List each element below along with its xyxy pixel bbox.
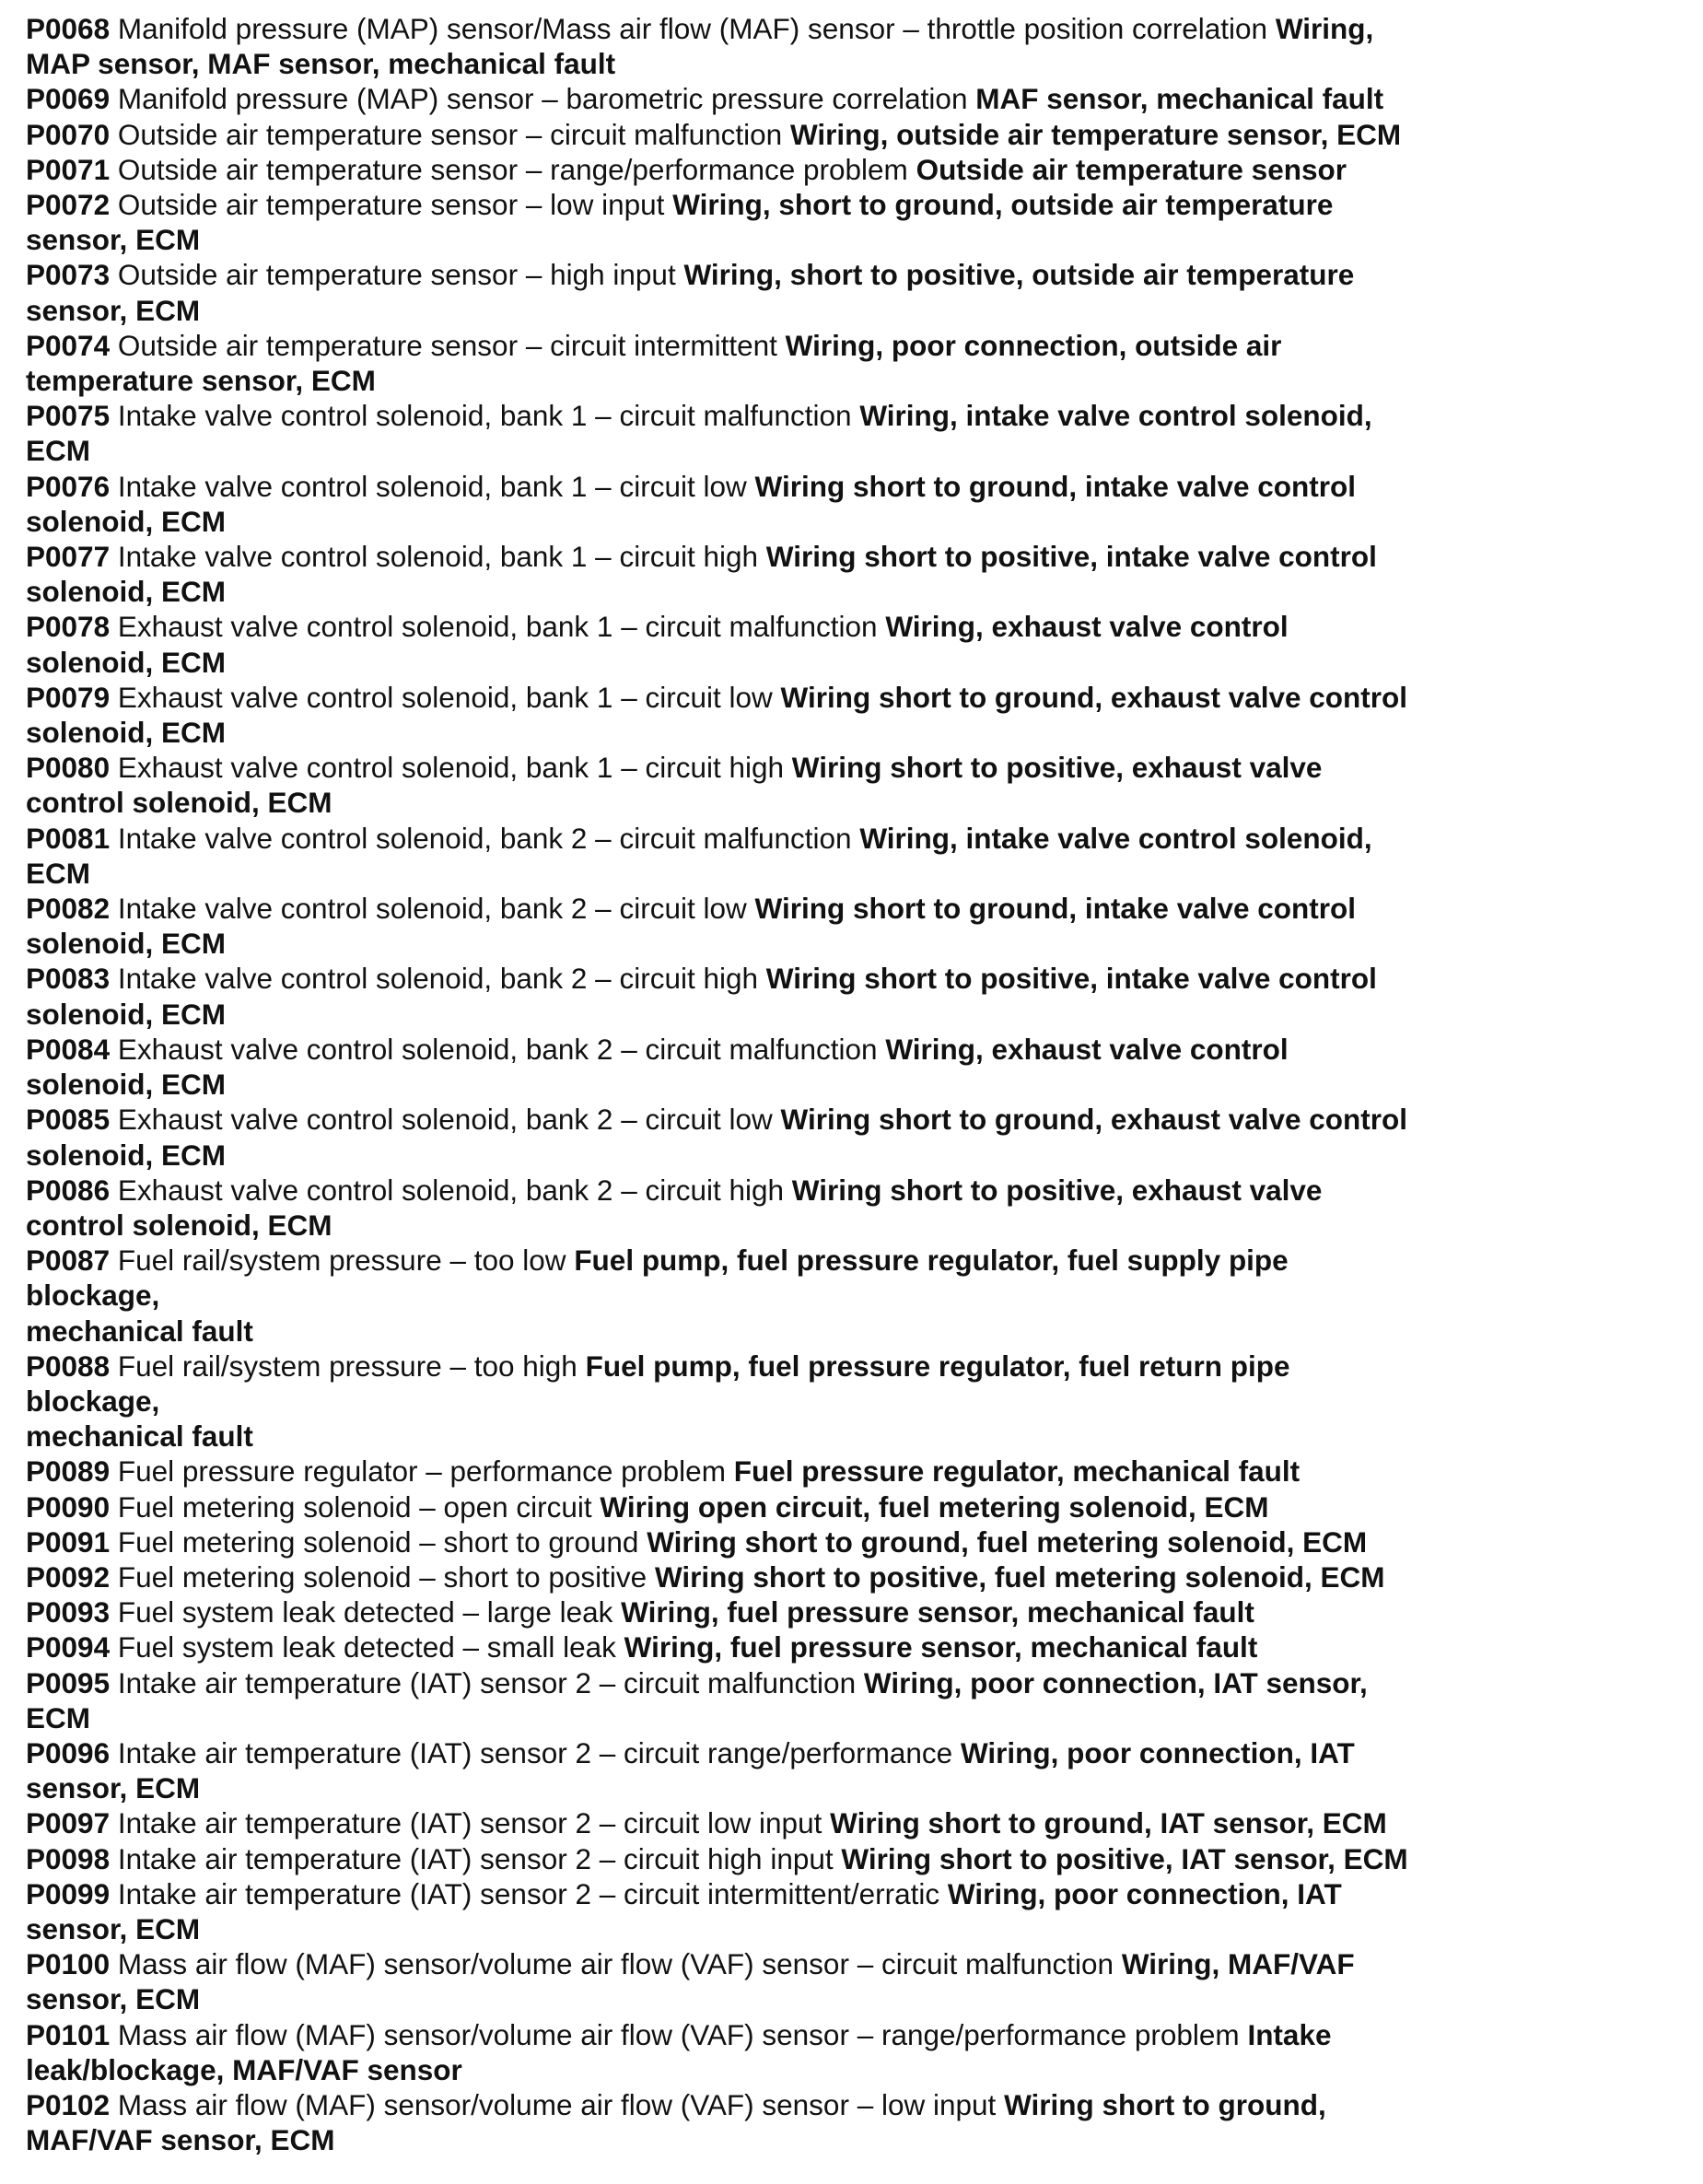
dtc-entry xyxy=(26,2087,1693,2157)
dtc-description: Intake valve control solenoid, bank 2 – circuit high xyxy=(117,962,759,996)
dtc-description: Exhaust valve control solenoid, bank 2 – circuit malfunction xyxy=(117,1032,878,1066)
dtc-entry xyxy=(26,750,1693,820)
dtc-possible-causes: Wiring short to positive, exhaust valve xyxy=(791,751,1323,785)
dtc-possible-causes: solenoid, ECM xyxy=(26,1138,227,1172)
dtc-entry xyxy=(26,187,1693,257)
dtc-description: Outside air temperature sensor – circuit intermittent xyxy=(117,328,777,362)
dtc-entry xyxy=(26,398,1693,468)
dtc-entry xyxy=(26,1454,1693,1489)
dtc-code: P0101 xyxy=(26,2017,111,2051)
dtc-possible-causes: Wiring short to ground, xyxy=(1004,2087,1326,2121)
dtc-description: Mass air flow (MAF) sensor/volume air flow (VAF) sensor – range/performance problem xyxy=(117,2017,1240,2051)
dtc-description: Exhaust valve control solenoid, bank 1 – circuit low xyxy=(117,680,773,714)
dtc-description: Intake air temperature (IAT) sensor 2 – circuit high input xyxy=(117,1841,834,1875)
dtc-possible-causes: Wiring short to ground, IAT sensor, ECM xyxy=(830,1806,1387,1840)
dtc-code: P0086 xyxy=(26,1173,111,1207)
dtc-possible-causes: sensor, ECM xyxy=(26,1911,201,1945)
dtc-description: Outside air temperature sensor – range/performance problem xyxy=(117,152,908,186)
dtc-code: P0075 xyxy=(26,399,111,433)
dtc-description: Intake air temperature (IAT) sensor 2 – circuit low input xyxy=(117,1806,822,1840)
dtc-possible-causes: Wiring short to ground, exhaust valve control xyxy=(780,1103,1408,1137)
dtc-code: P0102 xyxy=(26,2087,111,2121)
dtc-possible-causes: Wiring, outside air temperature sensor, ECM xyxy=(789,117,1402,151)
dtc-possible-causes: solenoid, ECM xyxy=(26,504,227,538)
dtc-description: Intake valve control solenoid, bank 1 – circuit malfunction xyxy=(117,399,852,433)
dtc-description: Outside air temperature sensor – high input xyxy=(117,258,676,292)
dtc-entry xyxy=(26,328,1693,398)
dtc-description: Intake valve control solenoid, bank 2 – circuit low xyxy=(117,892,747,926)
dtc-entry xyxy=(26,961,1693,1031)
dtc-possible-causes: Fuel pump, fuel pressure regulator, fuel return pipe xyxy=(585,1349,1290,1383)
dtc-possible-causes: ECM xyxy=(26,1700,90,1734)
dtc-code: P0087 xyxy=(26,1244,111,1278)
dtc-code: P0069 xyxy=(26,82,111,116)
dtc-possible-causes: sensor, ECM xyxy=(26,1982,201,2016)
dtc-description: Fuel metering solenoid – open circuit xyxy=(117,1489,592,1524)
dtc-code: P0073 xyxy=(26,258,111,292)
dtc-code: P0095 xyxy=(26,1665,111,1699)
dtc-possible-causes: sensor, ECM xyxy=(26,1771,201,1805)
dtc-entry xyxy=(26,81,1693,116)
dtc-possible-causes: Wiring, exhaust valve control xyxy=(885,610,1289,644)
dtc-description: Intake air temperature (IAT) sensor 2 – circuit intermittent/erratic xyxy=(117,1876,940,1910)
dtc-possible-causes: Wiring short to positive, IAT sensor, ECM xyxy=(841,1841,1408,1875)
dtc-entry xyxy=(26,1489,1693,1524)
dtc-possible-causes: Wiring, intake valve control solenoid, xyxy=(859,399,1372,433)
dtc-entry xyxy=(26,539,1693,609)
dtc-description: Fuel rail/system pressure – too low xyxy=(117,1244,566,1278)
dtc-description: Intake air temperature (IAT) sensor 2 – circuit malfunction xyxy=(117,1665,857,1699)
dtc-code: P0078 xyxy=(26,610,111,644)
dtc-possible-causes: control solenoid, ECM xyxy=(26,1208,332,1242)
dtc-entry xyxy=(26,2017,1693,2087)
dtc-code: P0098 xyxy=(26,1841,111,1875)
dtc-possible-causes: solenoid, ECM xyxy=(26,716,227,750)
dtc-description: Exhaust valve control solenoid, bank 2 – circuit low xyxy=(117,1103,773,1137)
dtc-code: P0090 xyxy=(26,1489,111,1524)
dtc-description: Intake air temperature (IAT) sensor 2 – circuit range/performance xyxy=(117,1735,953,1769)
dtc-possible-causes: Wiring short to ground, intake valve control xyxy=(754,469,1357,503)
dtc-possible-causes: MAP sensor, MAF sensor, mechanical fault xyxy=(26,47,616,81)
dtc-possible-causes: MAF/VAF sensor, ECM xyxy=(26,2123,335,2157)
dtc-description: Fuel metering solenoid – short to positive xyxy=(117,1559,647,1594)
dtc-code: P0071 xyxy=(26,152,111,186)
dtc-entry xyxy=(26,1629,1693,1664)
dtc-possible-causes: mechanical fault xyxy=(26,1419,253,1454)
dtc-entry xyxy=(26,891,1693,961)
dtc-description: Mass air flow (MAF) sensor/volume air flow (VAF) sensor – low input xyxy=(117,2087,997,2121)
dtc-description: Fuel rail/system pressure – too high xyxy=(117,1349,577,1383)
dtc-possible-causes: Wiring short to positive, fuel metering solenoid, ECM xyxy=(654,1559,1385,1594)
dtc-possible-causes: Intake xyxy=(1247,2017,1332,2051)
dtc-description: Mass air flow (MAF) sensor/volume air flow (VAF) sensor – circuit malfunction xyxy=(117,1947,1114,1981)
dtc-code: P0070 xyxy=(26,117,111,151)
dtc-entry xyxy=(26,1173,1693,1243)
dtc-entry xyxy=(26,257,1693,327)
dtc-entry xyxy=(26,1841,1693,1876)
dtc-possible-causes: Wiring, poor connection, IAT sensor, xyxy=(863,1665,1368,1699)
dtc-code: P0097 xyxy=(26,1806,111,1840)
dtc-entry xyxy=(26,1805,1693,1840)
dtc-possible-causes: sensor, ECM xyxy=(26,293,201,327)
dtc-possible-causes: MAF sensor, mechanical fault xyxy=(975,82,1384,116)
dtc-possible-causes: mechanical fault xyxy=(26,1314,253,1348)
dtc-possible-causes: ECM xyxy=(26,856,90,890)
dtc-entry xyxy=(26,821,1693,891)
dtc-description: Fuel pressure regulator – performance problem xyxy=(117,1454,726,1489)
dtc-code: P0072 xyxy=(26,188,111,222)
dtc-code-list xyxy=(26,11,1693,2157)
dtc-code: P0080 xyxy=(26,751,111,785)
dtc-possible-causes: solenoid, ECM xyxy=(26,1068,227,1102)
dtc-possible-causes: Wiring, intake valve control solenoid, xyxy=(859,821,1372,855)
dtc-possible-causes: Wiring, exhaust valve control xyxy=(885,1032,1289,1066)
dtc-code: P0100 xyxy=(26,1947,111,1981)
dtc-possible-causes: Wiring short to positive, exhaust valve xyxy=(791,1173,1323,1207)
dtc-entry xyxy=(26,680,1693,750)
dtc-description: Intake valve control solenoid, bank 1 – circuit low xyxy=(117,469,747,503)
dtc-code: P0089 xyxy=(26,1454,111,1489)
dtc-possible-causes: sensor, ECM xyxy=(26,223,201,257)
dtc-code: P0084 xyxy=(26,1032,111,1066)
dtc-code: P0081 xyxy=(26,821,111,855)
dtc-code: P0099 xyxy=(26,1876,111,1910)
dtc-description: Exhaust valve control solenoid, bank 2 – circuit high xyxy=(117,1173,785,1207)
dtc-code: P0094 xyxy=(26,1630,111,1664)
dtc-description: Fuel system leak detected – large leak xyxy=(117,1595,613,1629)
dtc-description: Exhaust valve control solenoid, bank 1 – circuit high xyxy=(117,751,785,785)
dtc-code: P0082 xyxy=(26,892,111,926)
dtc-code: P0074 xyxy=(26,328,111,362)
dtc-entry xyxy=(26,117,1693,152)
dtc-possible-causes: blockage, xyxy=(26,1279,160,1313)
dtc-entry xyxy=(26,1032,1693,1102)
dtc-possible-causes: Wiring short to ground, fuel metering solenoid, ECM xyxy=(647,1524,1368,1559)
dtc-possible-causes: solenoid, ECM xyxy=(26,645,227,679)
dtc-entry xyxy=(26,1594,1693,1629)
dtc-possible-causes: Wiring, poor connection, outside air xyxy=(785,328,1282,362)
dtc-code: P0085 xyxy=(26,1103,111,1137)
dtc-code: P0076 xyxy=(26,469,111,503)
dtc-description: Outside air temperature sensor – low input xyxy=(117,188,665,222)
dtc-possible-causes: Wiring short to positive, intake valve control xyxy=(765,540,1377,574)
dtc-description: Exhaust valve control solenoid, bank 1 – circuit malfunction xyxy=(117,610,878,644)
dtc-entry xyxy=(26,1946,1693,2016)
dtc-possible-causes: Wiring, short to positive, outside air temperature xyxy=(683,258,1355,292)
dtc-possible-causes: Wiring, short to ground, outside air temperature xyxy=(672,188,1334,222)
dtc-possible-causes: ECM xyxy=(26,434,90,468)
dtc-description: Intake valve control solenoid, bank 1 – circuit high xyxy=(117,540,759,574)
dtc-code: P0083 xyxy=(26,962,111,996)
dtc-entry xyxy=(26,1665,1693,1735)
dtc-possible-causes: Wiring, xyxy=(1275,12,1374,45)
dtc-description: Fuel system leak detected – small leak xyxy=(117,1630,616,1664)
dtc-code: P0077 xyxy=(26,540,111,574)
dtc-entry xyxy=(26,1559,1693,1594)
dtc-description: Fuel metering solenoid – short to ground xyxy=(117,1524,639,1559)
dtc-possible-causes: solenoid, ECM xyxy=(26,997,227,1031)
dtc-possible-causes: Wiring, poor connection, IAT xyxy=(947,1876,1342,1910)
dtc-possible-causes: Fuel pump, fuel pressure regulator, fuel supply pipe xyxy=(574,1244,1289,1278)
dtc-code: P0093 xyxy=(26,1595,111,1629)
dtc-possible-causes: Wiring short to ground, exhaust valve control xyxy=(780,680,1408,714)
dtc-description: Manifold pressure (MAP) sensor – barometric pressure correlation xyxy=(117,82,968,116)
dtc-code: P0079 xyxy=(26,680,111,714)
dtc-entry xyxy=(26,1102,1693,1172)
dtc-possible-causes: control solenoid, ECM xyxy=(26,786,332,820)
dtc-possible-causes: Outside air temperature sensor xyxy=(916,152,1347,186)
dtc-possible-causes: Wiring, poor connection, IAT xyxy=(960,1735,1355,1769)
dtc-possible-causes: Wiring, MAF/VAF xyxy=(1121,1947,1355,1981)
dtc-possible-causes: solenoid, ECM xyxy=(26,575,227,609)
dtc-possible-causes: Wiring open circuit, fuel metering solenoid, ECM xyxy=(600,1489,1269,1524)
dtc-entry xyxy=(26,609,1693,679)
dtc-possible-causes: Fuel pressure regulator, mechanical fault xyxy=(733,1454,1301,1489)
dtc-entry xyxy=(26,1349,1693,1454)
dtc-possible-causes: solenoid, ECM xyxy=(26,927,227,961)
dtc-possible-causes: Wiring, fuel pressure sensor, mechanical fault xyxy=(624,1630,1258,1664)
dtc-description: Intake valve control solenoid, bank 2 – circuit malfunction xyxy=(117,821,852,855)
dtc-entry xyxy=(26,1243,1693,1349)
dtc-entry xyxy=(26,1735,1693,1805)
dtc-code: P0091 xyxy=(26,1524,111,1559)
dtc-entry xyxy=(26,1876,1693,1946)
dtc-possible-causes: leak/blockage, MAF/VAF sensor xyxy=(26,2052,462,2086)
dtc-entry xyxy=(26,11,1693,81)
dtc-entry xyxy=(26,469,1693,539)
dtc-entry xyxy=(26,1524,1693,1559)
dtc-possible-causes: Wiring, fuel pressure sensor, mechanical fault xyxy=(621,1595,1254,1629)
dtc-possible-causes: Wiring short to positive, intake valve control xyxy=(765,962,1377,996)
dtc-possible-causes: blockage, xyxy=(26,1384,160,1418)
dtc-possible-causes: temperature sensor, ECM xyxy=(26,364,376,398)
dtc-description: Manifold pressure (MAP) sensor/Mass air flow (MAF) sensor – throttle position correlation xyxy=(117,12,1268,45)
dtc-code: P0088 xyxy=(26,1349,111,1383)
dtc-code: P0092 xyxy=(26,1559,111,1594)
dtc-entry xyxy=(26,152,1693,187)
dtc-possible-causes: Wiring short to ground, intake valve control xyxy=(754,892,1357,926)
dtc-code: P0068 xyxy=(26,12,111,45)
dtc-description: Outside air temperature sensor – circuit malfunction xyxy=(117,117,783,151)
dtc-code: P0096 xyxy=(26,1735,111,1769)
